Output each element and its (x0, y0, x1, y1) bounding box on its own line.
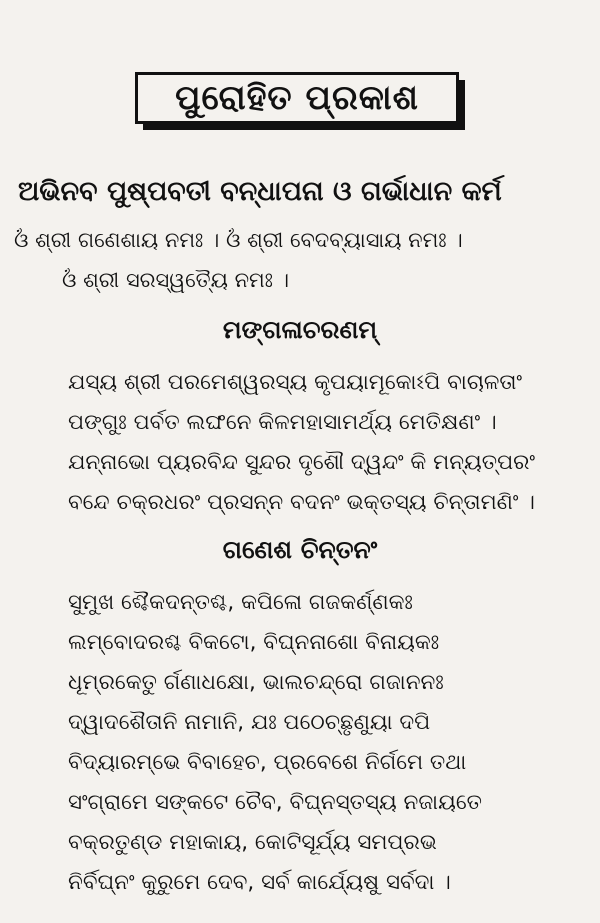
ganesha-verse-line: ନିର୍ବିଘ୍ନଂ କୁରୁମେ ଦେବ, ସର୍ବ କାର୍ଯ୍ୟେଷୁ ସର୍ବଦା । (68, 870, 451, 895)
subtitle: ଅଭିନବ ପୁଷ୍ପବତୀ ବନ୍ଧାପନା ଓ ଗର୍ଭାଧାନ କର୍ମ (18, 176, 502, 207)
mangalacharanam-line: ବନ୍ଦେ ଚକ୍ରଧରଂ ପ୍ରସନ୍ନ ବଦନଂ ଭକ୍ତସ୍ୟ ଚିନ୍ତାମଣିଂ । (68, 490, 535, 515)
ganesha-verse-line: ବିଦ୍ୟାରମ୍ଭେ ବିବାହେଚ, ପ୍ରବେଶେ ନିର୍ଗମେ ତଥା (68, 750, 467, 775)
invocation-line-2: ଓଁ ଶ୍ରୀ ସରସ୍ୱତ୍ୟୈ ନମଃ । (62, 268, 290, 292)
title-frame (135, 72, 465, 130)
ganesha-verse-line: ସୁମୁଖ ଶ୍ଚୈକଦନ୍ତଶ୍ଚ, କପିଳୋ ଗଜକର୍ଣ୍ଣକଃ (68, 590, 413, 615)
ganesha-verse-line: ଲମ୍ବୋଦରଶ୍ଚ ବିକଟୋ, ବିଘ୍ନନାଶୋ ବିନାୟକଃ (68, 630, 440, 655)
mangalacharanam-line: ଯନ୍ନାଭୋ ପ୍ୟରବିନ୍ଦ ସୁନ୍ଦର ଦୃଶୌ ଦ୍ୱନ୍ଦଂ କି ମନ୍ୟତ୍ପରଂ (68, 450, 535, 475)
title-box (135, 72, 459, 124)
invocation-line-1: ଓଁ ଶ୍ରୀ ଗଣେଶାୟ ନମଃ । ଓଁ ଶ୍ରୀ ବେଦବ୍ୟାସାୟ ନମଃ । (14, 228, 463, 252)
page-title: ପୁରୋହିତ ପ୍ରକାଶ (175, 78, 419, 118)
mangalacharanam-heading: ମଙ୍ଗଳାଚରଣମ୍ (222, 315, 378, 344)
ganesha-verse-line: ଦ୍ୱାଦଶୈତାନି ନାମାନି, ଯଃ ପଠେଚ୍ଛୃଣୁୟା ଦପି (68, 710, 431, 735)
ganesha-verse-line: ଧୂମ୍ରକେତୁ ର୍ଗଣାଧକ୍ଷୋ, ଭାଲଚନ୍ଦ୍ରୋ ଗଜାନନଃ (68, 670, 444, 695)
mangalacharanam-line: ପଙ୍ଗୁଃ ପର୍ବତ ଲଙ୍ଘନେ କିଳମହାସାମର୍ଥ୍ୟ ମେତିକ୍ଷଣଂ । (68, 410, 497, 435)
mangalacharanam-line: ଯସ୍ୟ ଶ୍ରୀ ପରମେଶ୍ୱରସ୍ୟ କୃପୟାମୂକୋଽପି ବାଚାଳତାଂ (68, 370, 523, 395)
ganesha-verse-line: ବକ୍ରତୁଣ୍ଡ ମହାକାୟ, କୋଟିସୂର୍ଯ୍ୟ ସମପ୍ରଭ (68, 830, 437, 855)
ganesha-chintanam-heading: ଗଣେଶ ଚିନ୍ତନଂ (222, 535, 378, 564)
ganesha-verse-line: ସଂଗ୍ରାମେ ସଙ୍କଟେ ଚୈବ, ବିଘ୍ନସ୍ତସ୍ୟ ନଜାୟତେ (68, 790, 482, 815)
